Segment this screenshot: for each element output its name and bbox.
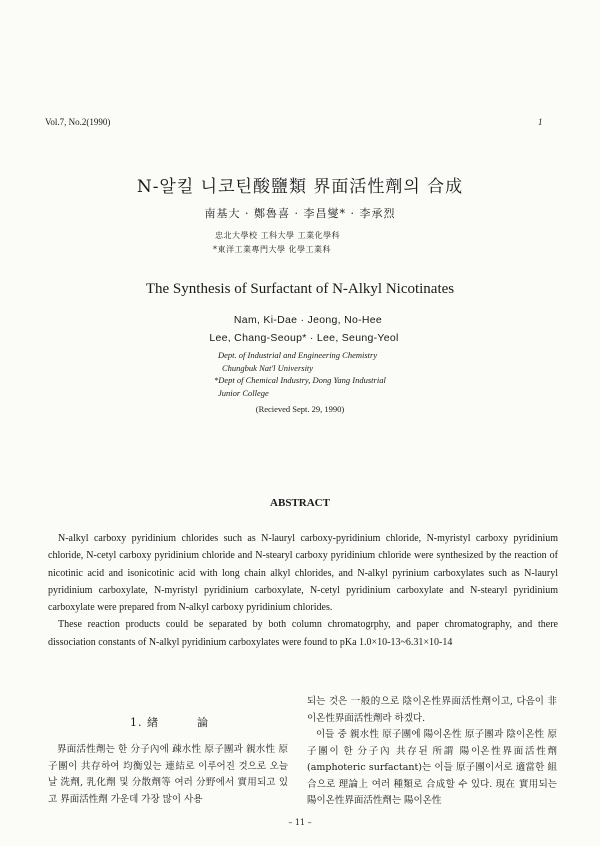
- english-affiliation-1: [218, 349, 377, 375]
- left-column-text: 界面活性劑는 한 分子內에 疎水性 原子團과 親水性 原子團이 共存하여 均衡있는 連結로 이루어진 것으로 오늘날 洗劑, 乳化劑 및 分散劑等 여러 分野에서 實用되고 있고 界面活性劑 가운데 가장 많이 사용: [48, 744, 288, 805]
- section-number: 1. 緖: [130, 716, 159, 729]
- english-affiliation-2: [214, 374, 386, 400]
- right-column: [307, 694, 557, 810]
- korean-affiliation-2: *東洋工業專門大學 化學工業科: [213, 245, 332, 254]
- section-heading: [130, 714, 209, 730]
- right-column-paragraph: 되는 것은 一般的으로 陰이온性界面活性劑이고, 다음이 非이온性界面活性劑라 하겠다.: [307, 696, 557, 724]
- english-authors-line-2: Lee, Chang-Seoup* · Lee, Seung-Yeol: [209, 332, 399, 344]
- affiliation-dept: Dept. of Industrial and Engineering Chemistry: [218, 350, 378, 360]
- received-date: (Recieved Sept. 29, 1990): [255, 404, 345, 414]
- english-authors-line-1: Nam, Ki-Dae · Jeong, No-Hee: [233, 314, 383, 326]
- korean-title: N-알킬 니코틴酸鹽類 界面活性劑의 合成: [136, 177, 464, 197]
- abstract-paragraph: These reaction products could be separated by both column chromatogrphy, and paper chromatography, and there dissociation constants of N-alkyl pyridinium carboxylates were found to pKa 1.0×10-13~6.31×10-14: [48, 619, 558, 648]
- right-column-paragraph: 이들 중 親水性 原子團에 陽이온性 原子團과 陰이온性 原子團이 한 分子內 共存된 所謂 陽이온性界面活性劑(amphoteric surfactant)는 이들 原子團이서로 適當한 組合으로 理論上 여러 種類로 合成할 수 있다. 現在 實用되는 陽이온性界面活性劑는 陽이온性: [307, 729, 557, 806]
- korean-authors: 南基大 · 鄭魯喜 · 李昌燮* · 李承烈: [204, 207, 396, 220]
- page-marker: 1: [538, 117, 543, 127]
- english-title: The Synthesis of Surfactant of N-Alkyl Nicotinates: [145, 281, 455, 297]
- section-title: 論: [197, 716, 209, 729]
- affiliation-dept-2: *Dept of Chemical Industry, Dong Yang Industrial: [214, 375, 386, 385]
- abstract-paragraph: N-alkyl carboxy pyridinium chlorides such as N-lauryl carboxy-pyridinium chloride, N-myristyl carboxy pyridinium chloride, N-cetyl carboxy pyridinium chloride and N-stearyl carboxy pyridinium chloride were synthesized by the reaction of nicotinic acid and isonicotinic acid with long chain alkyl chlorides, and N-alkyl pyrinium carboxylates such as N-lauryl pyridinium carboxylate, N-myristyl pyridinium carboxylate, N-cetyl pyridinium carboxylate and N-stearyl pyridinium carboxylate were prepared from N-alkyl carboxy pyridinium chlorides.: [48, 533, 558, 614]
- affiliation-college: Junior College: [218, 388, 269, 398]
- korean-affiliation-1: 忠北大學校 工科大學 工業化學科: [215, 231, 341, 240]
- journal-volume: Vol.7, No.2(1990): [45, 117, 111, 127]
- affiliation-univ: Chungbuk Nat'l University: [222, 363, 314, 373]
- abstract-body: [48, 530, 558, 651]
- page-footer: – 11 –: [288, 818, 312, 827]
- abstract-heading: ABSTRACT: [270, 497, 330, 509]
